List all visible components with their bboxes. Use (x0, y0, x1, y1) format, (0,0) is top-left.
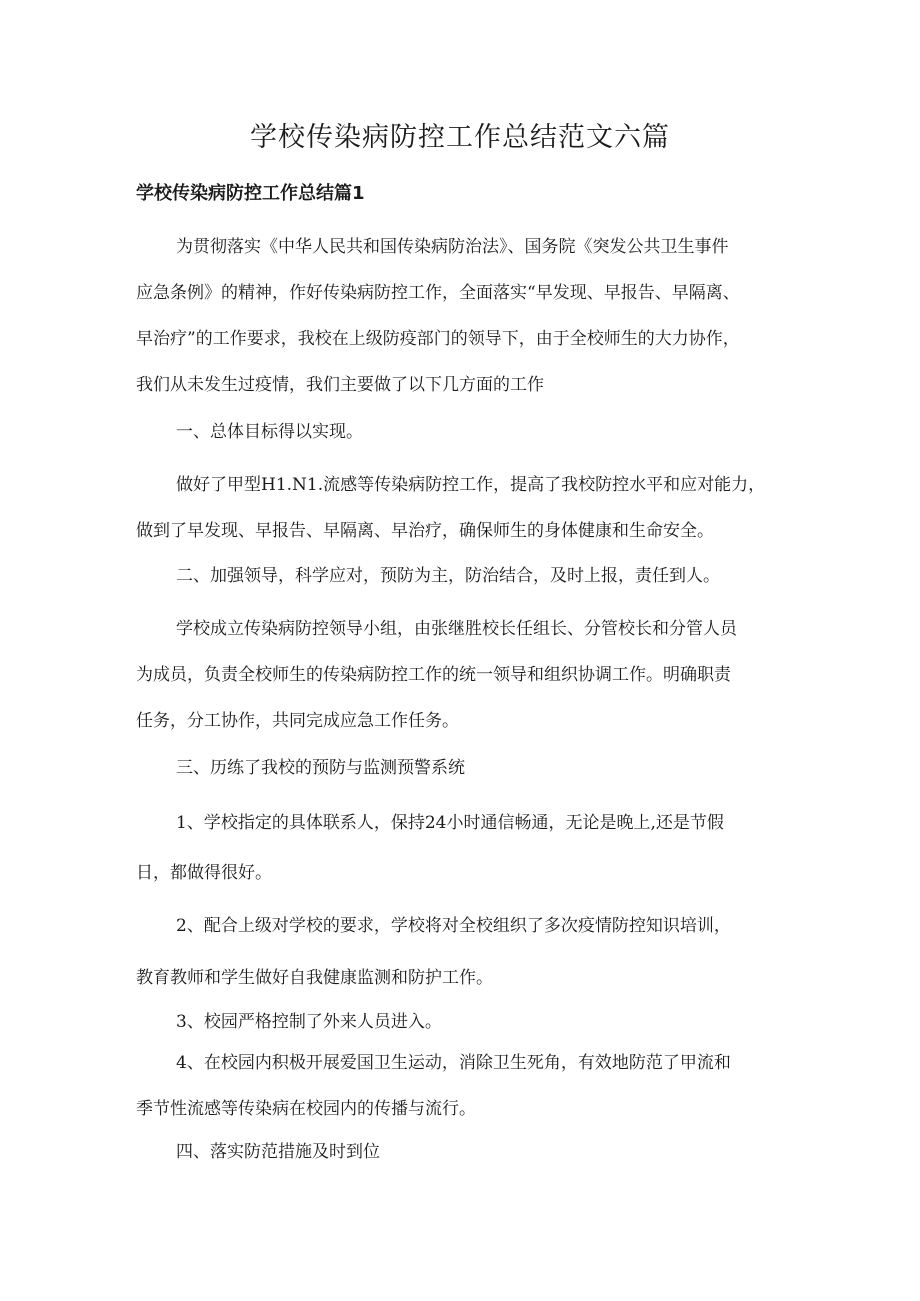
text-line: 教育教师和学生做好自我健康监测和防护工作。 (136, 968, 493, 988)
paragraph-goal (136, 462, 788, 554)
text-line: 早治疗”的工作要求，我校在上级防疫部门的领导下，由于全校师生的大力协作， (136, 329, 740, 349)
text-line: 为贯彻落实《中华人民共和国传染病防治法》、国务院《突发公共卫生事件 (176, 237, 729, 257)
paragraph-item-2 (136, 900, 788, 1004)
text-line: 4、在校园内积极开展爱国卫生运动，消除卫生死角，有效地防范了甲流和 (176, 1053, 731, 1073)
paragraph-item-3 (136, 1004, 788, 1040)
subheading-two (136, 558, 788, 594)
text-line: 任务，分工协作，共同完成应急工作任务。 (136, 711, 459, 731)
text-line: 二、加强领导，科学应对，预防为主，防治结合，及时上报，责任到人。 (176, 566, 720, 586)
text-line: 做到了早发现、早报告、早隔离、早治疗，确保师生的身体健康和生命安全。 (136, 521, 714, 541)
subheading-four (136, 1134, 788, 1170)
subheading-three (136, 750, 788, 786)
text-line: 1、学校指定的具体联系人，保持24小时通信畅通，无论是晚上,还是节假 (176, 813, 724, 833)
document-title: 学校传染病防控工作总结范文六篇 (250, 122, 670, 153)
text-line: 做好了甲型H1.N1.流感等传染病防控工作，提高了我校防控水平和应对能力， (176, 475, 766, 495)
paragraph-leadership (136, 606, 788, 744)
text-line: 一、总体目标得以实现。 (176, 422, 363, 442)
paragraph-item-1 (136, 798, 788, 898)
text-line: 2、配合上级对学校的要求，学校将对全校组织了多次疫情防控知识培训， (176, 916, 731, 936)
text-line: 三、历练了我校的预防与监测预警系统 (176, 758, 465, 778)
text-line: 季节性流感等传染病在校园内的传播与流行。 (136, 1099, 476, 1119)
paragraph-intro (136, 224, 788, 408)
text-line: 应急条例》的精神，作好传染病防控工作，全面落实“早发现、早报告、早隔离、 (136, 283, 740, 303)
text-line: 为成员，负责全校师生的传染病防控工作的统一领导和组织协调工作。明确职责 (136, 665, 731, 685)
text-line: 学校成立传染病防控领导小组，由张继胜校长任组长、分管校长和分管人员 (176, 619, 737, 639)
text-line: 四、落实防范措施及时到位 (176, 1142, 380, 1162)
subheading-one (136, 414, 788, 450)
text-line: 日，都做得很好。 (136, 863, 272, 883)
section-heading: 学校传染病防控工作总结篇1 (136, 183, 365, 204)
text-line: 3、校园严格控制了外来人员进入。 (176, 1012, 442, 1032)
paragraph-item-4 (136, 1040, 788, 1132)
text-line: 我们从未发生过疫情，我们主要做了以下几方面的工作 (136, 375, 544, 395)
